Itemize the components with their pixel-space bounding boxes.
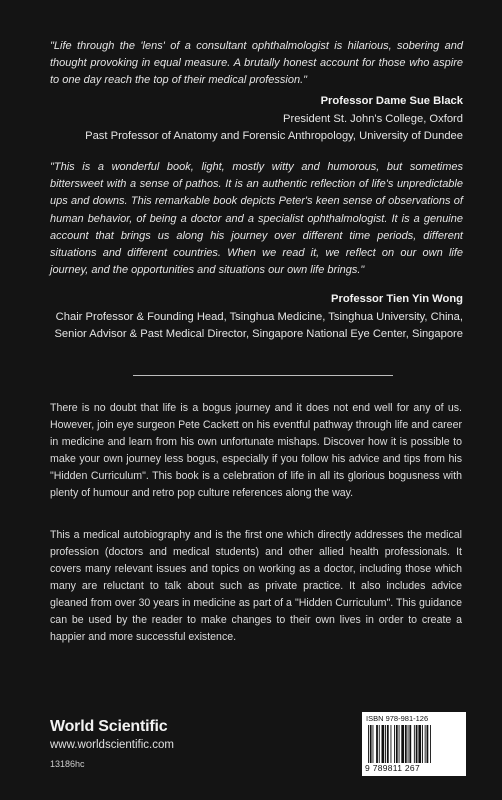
- endorsement-attribution-1: [23, 93, 463, 146]
- endorser-name-2: Professor Tien Yin Wong: [331, 293, 463, 305]
- description-paragraph-1: There is no doubt that life is a bogus journey and it does not end well for any of us. However, join eye surgeon Pete Cackett on his eventful pathway through life and career in medicine and learn from his own unfortunate mishaps. Discover how it is possible to make your own journey less bogus, especially if you follow his advice and tips from his "Hidden Curriculum". This book is a celebration of life in all its glorious bogusness with plenty of humour and retro pop culture references along the way.: [50, 402, 462, 499]
- publisher-block: [50, 717, 174, 771]
- isbn-barcode: [362, 712, 466, 776]
- product-code: 13186hc: [50, 759, 85, 769]
- endorser-title-2b: Senior Advisor & Past Medical Director, Singapore National Eye Center, Singapore: [54, 328, 463, 341]
- endorsement-quote-1: "Life through the 'lens' of a consultant ophthalmologist is hilarious, sobering and thought provoking in equal measure. A brutally honest account for those who aspire to one day reach the top of their medical profession.": [50, 40, 463, 87]
- publisher-url: www.worldscientific.com: [50, 739, 174, 751]
- endorser-title-1b: Past Professor of Anatomy and Forensic Anthropology, University of Dundee: [85, 130, 463, 143]
- isbn-label: ISBN 978-981-126: [366, 714, 429, 723]
- endorsement-quote-2: "This is a wonderful book, light, mostly witty and humorous, but sometimes bittersweet with a sense of pathos. It is an authentic reflection of life's unpredictable ups and downs. This remarkable book depicts Peter's keen sense of observations of human behavior, of being a doctor and a specialist ophthalmologist. It is a genuine account that brings us along his journey over different time periods, different situations and different countries. When we read it, we reflect on our own life journey, and the opportunities and situations our own life brings.": [50, 161, 463, 277]
- endorser-name-1: Professor Dame Sue Black: [320, 95, 463, 107]
- publisher-name: World Scientific: [50, 718, 168, 735]
- endorser-title-2a: Chair Professor & Founding Head, Tsinghua Medicine, Tsinghua University, China,: [55, 310, 463, 323]
- section-divider: [133, 375, 393, 376]
- description-paragraph-2: This a medical autobiography and is the first one which directly addresses the medical profession (doctors and medical students) and other allied health professionals. It covers many relevant issues and topics on working as a doctor, including those which many are reluctant to talk about such as private practice. It also includes advice gleaned from over 30 years in medicine as part of a "Hidden Curriculum". This guidance can be used by the reader to make changes to their own lives in order to create a happier and more successful existence.: [50, 529, 462, 643]
- endorser-title-1a: President St. John's College, Oxford: [283, 112, 463, 125]
- barcode-bars: [368, 725, 460, 763]
- barcode-digits: 9 789811 267: [365, 763, 420, 773]
- endorsement-attribution-2: [23, 291, 463, 344]
